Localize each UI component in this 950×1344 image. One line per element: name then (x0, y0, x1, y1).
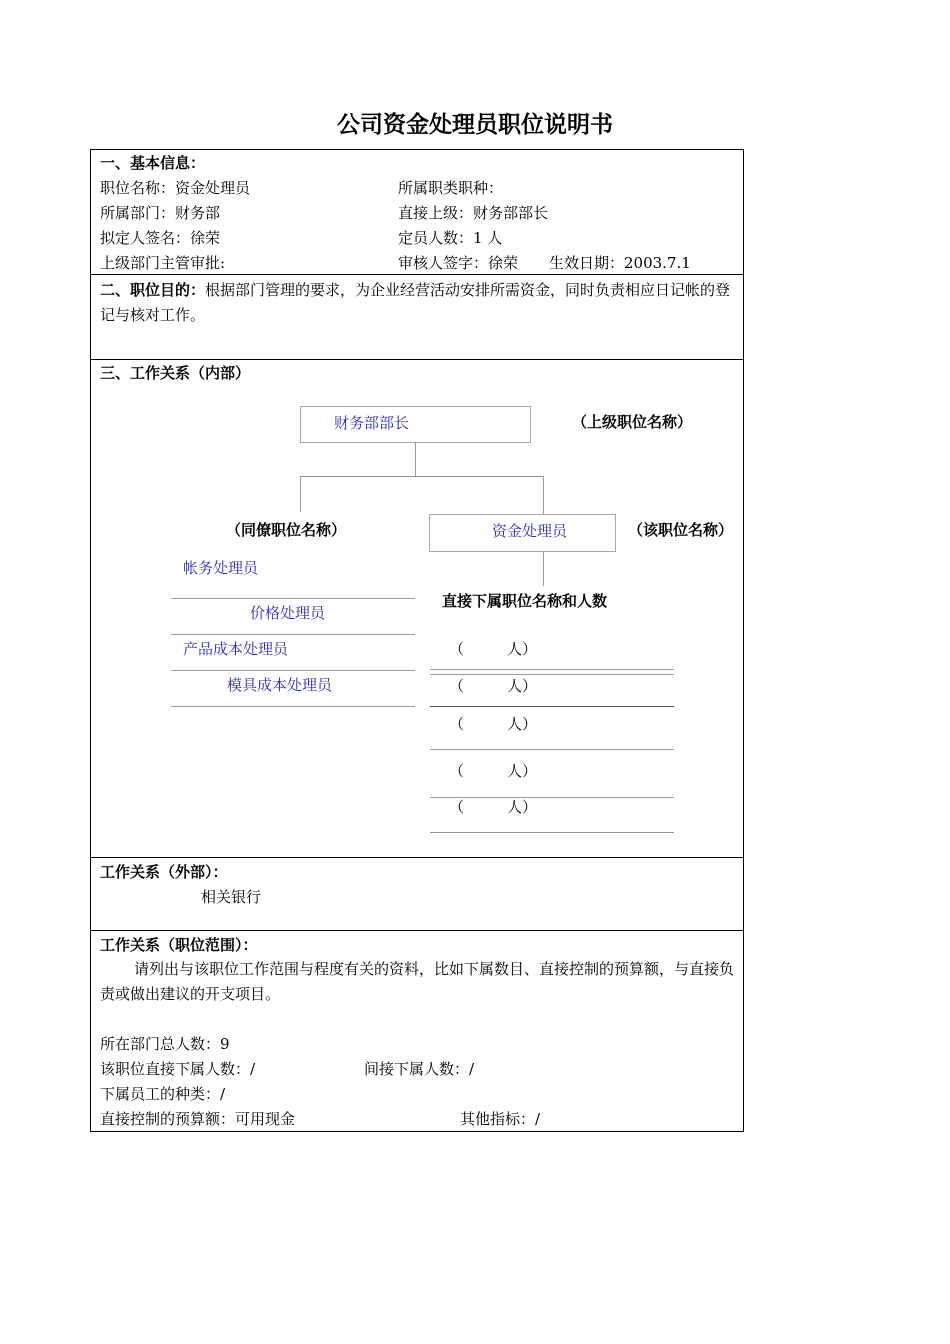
basic-info-heading: 一、基本信息： (100, 154, 206, 172)
subordinate-count: 人） (507, 715, 538, 733)
scope-heading: 工作关系（职位范围）： (100, 936, 258, 954)
section-divider (90, 274, 744, 275)
this-position-label: （该职位名称） (628, 521, 734, 539)
subordinates-heading: 直接下属职位名称和人数 (442, 592, 608, 610)
subordinate-open: （ (449, 677, 465, 695)
external-relations-heading: 工作关系（外部）： (100, 863, 228, 881)
superior-position-box (300, 406, 531, 443)
section-divider (90, 930, 744, 931)
scope-instruction: 请列出与该职位工作范围与程度有关的资料，比如下属数目、直接控制的预算额，与直接负责或做出建议的开支项目。 (100, 960, 735, 1003)
this-position-box (429, 514, 616, 552)
subordinate-count: 人） (507, 762, 538, 780)
peer-divider (171, 598, 415, 599)
peer-position-label: （同僚职位名称） (226, 521, 347, 539)
purpose-paragraph (100, 278, 734, 328)
direct-subordinate-count: 该职位直接下属人数：/ (100, 1060, 256, 1078)
subordinate-types: 下属员工的种类：/ (100, 1085, 226, 1103)
subordinate-count: 人） (507, 640, 538, 658)
org-connector (543, 552, 544, 586)
peer-divider (171, 634, 415, 635)
peer-divider (171, 670, 415, 671)
subordinate-divider (430, 706, 674, 707)
org-connector (543, 476, 544, 514)
headcount: 定员人数：1 人 (398, 229, 503, 247)
subordinate-count: 人） (507, 677, 538, 695)
peer-item: 产品成本处理员 (183, 640, 289, 658)
other-indicators: 其他指标：/ (460, 1110, 541, 1128)
superior-position-label: （上级职位名称） (572, 413, 693, 431)
subordinate-divider (430, 669, 674, 670)
effective-date: 生效日期：2003.7.1 (549, 254, 691, 272)
purpose-text: 根据部门管理的要求，为企业经营活动安排所需资金，同时负责相应日记帐的登记与核对工作。 (100, 281, 731, 324)
org-connector (300, 476, 544, 477)
subordinate-open: （ (449, 715, 465, 733)
department: 所属部门：财务部 (100, 204, 221, 222)
peer-item: 价格处理员 (250, 604, 326, 622)
indirect-subordinate-count: 间接下属人数：/ (364, 1060, 475, 1078)
purpose-heading: 二、职位目的： (100, 281, 206, 299)
subordinate-open: （ (449, 798, 465, 816)
section-divider (90, 359, 744, 360)
direct-superior: 直接上级：财务部部长 (398, 204, 549, 222)
subordinate-divider (430, 797, 674, 798)
direct-budget: 直接控制的预算额：可用现金 (100, 1110, 296, 1128)
subordinate-divider (430, 674, 674, 675)
org-connector (300, 476, 301, 512)
subordinate-open: （ (449, 762, 465, 780)
internal-relations-heading: 三、工作关系（内部） (100, 364, 251, 382)
subordinate-open: （ (449, 640, 465, 658)
section-divider (90, 857, 744, 858)
reviewer-signature: 审核人签字：徐荣 (398, 254, 519, 272)
job-category: 所属职类职种： (398, 179, 504, 197)
subordinate-count: 人） (507, 798, 538, 816)
external-relation-item: 相关银行 (201, 888, 262, 906)
peer-divider (171, 706, 415, 707)
supervisor-approval: 上级部门主管审批: (100, 254, 226, 272)
subordinate-divider (430, 832, 674, 833)
position-name: 职位名称：资金处理员 (100, 179, 251, 197)
this-position-name: 资金处理员 (492, 522, 568, 540)
dept-total-headcount: 所在部门总人数：9 (100, 1035, 230, 1053)
peer-item: 模具成本处理员 (227, 676, 333, 694)
drafter-signature: 拟定人签名：徐荣 (100, 229, 221, 247)
document-title: 公司资金处理员职位说明书 (337, 112, 613, 138)
subordinate-divider (430, 749, 674, 750)
peer-item: 帐务处理员 (183, 559, 259, 577)
org-connector (415, 443, 416, 477)
superior-position-name: 财务部部长 (334, 414, 410, 432)
